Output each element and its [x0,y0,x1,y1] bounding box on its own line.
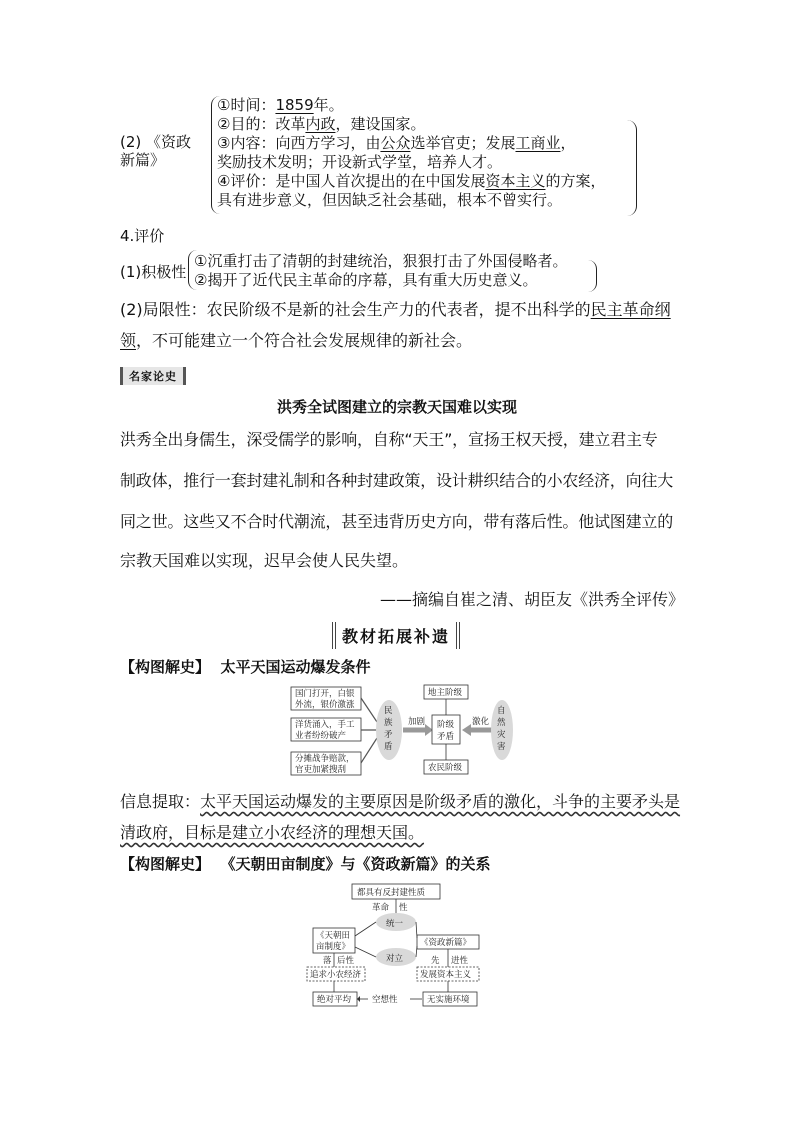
d1-el-c1: 民 [384,706,393,716]
d2-top-label: 都具有反封建性质 [357,888,426,898]
zizheng-content-line2: 奖励技术发明；开设新式学堂，培养人才。 [217,153,503,171]
diagram1 [285,682,515,782]
scholar-title: 洪秀全试图建立的宗教天国难以实现 [276,398,517,416]
d2-lower-lines [334,981,448,992]
limitation-line1: (2)局限性：农民阶级不是新的社会生产力的代表者，提不出科学的民主革命纲 [120,300,671,319]
d1-arrow-mid-label: 加剧 [408,717,426,727]
d2-utopia-arrow-left-head [357,996,360,1002]
d2-bottom-left-label: 绝对平均 [317,995,352,1005]
d2-unify-label: 统一 [386,919,404,929]
scholar-tag: 名家论史 [120,367,186,385]
diagram2 [300,880,500,1012]
zizheng-label-line1: (2) 《资政 [120,133,192,151]
d1-er-c3: 灾 [497,730,506,740]
d2-rev-1: 革命 [372,903,390,913]
positive-label: (1)积极性 [120,263,187,281]
d1-arrow-right-label: 激化 [472,717,490,727]
d1-er-c4: 害 [497,742,506,752]
d1-top-box-label: 地主阶级 [428,688,463,698]
positive-item-2: ②揭开了近代民主革命的序幕，具有重大历史意义。 [194,271,538,289]
d1-el-c2: 族 [384,718,393,728]
supplement-title: 教材拓展补遗 [332,622,460,649]
d2-advanced-2: 进性 [451,956,469,966]
d1-el-c3: 矛 [384,730,393,740]
d1-box-3-l1: 分摊战争赔款， [295,754,355,764]
diagram2-heading: 【构图解史】 《天朝田亩制度》与《资政新篇》的关系 [120,855,491,873]
d2-left-l1: 《天朝田 [316,931,351,941]
zizheng-label-line2: 新篇》 [120,151,166,169]
d2-right-goal-label: 发展资本主义 [420,970,472,980]
d2-left-goal-label: 追求小农经济 [310,970,362,980]
evaluation-heading: 4.评价 [120,227,165,245]
zizheng-right-brace [626,120,637,216]
d1-box-2-l1: 洋货涌入，手工 [295,720,355,730]
d1-er-c1: 自 [497,706,506,716]
d1-box-3-l2: 官吏加紧搜刮 [295,765,347,775]
zizheng-evaluation-line2: 具有进步意义，但因缺乏社会基础，根本不曾实行。 [217,191,563,209]
info-line2: 清政府，目标是建立小农经济的理想天国。 [120,823,425,842]
scholar-line-2: 制政体，推行一套封建礼制和各种封建政策，设计耕织结合的小农经济，向往大 [120,471,674,490]
zizheng-time: ①时间：1859年。 [217,96,344,114]
d2-left-l2: 亩制度》 [316,942,351,952]
zizheng-purpose: ②目的：改革内政，建设国家。 [217,115,426,133]
d1-connectors [361,698,377,763]
info-line1: 信息提取：太平天国运动爆发的主要原因是阶级矛盾的激化，斗争的主要矛头是 [120,792,681,811]
d2-advanced-1: 先 [431,956,440,966]
limitation-line2: 领，不可能建立一个符合社会发展规律的新社会。 [120,331,473,350]
d2-utopia-label: 空想性 [372,995,398,1005]
scholar-source: ——摘编自崔之清、胡臣友《洪秀全评传》 [380,590,685,609]
positive-item-1: ①沉重打击了清朝的封建统治，狠狠打击了外国侵略者。 [194,252,568,270]
d1-box-1-l2: 外流，银价激涨 [295,700,355,710]
zizheng-evaluation-line1: ④评价：是中国人首次提出的在中国发展资本主义的方案， [217,172,606,190]
positive-right-brace [588,260,597,292]
scholar-line-4: 宗教天国难以实现，迟早会使人民失望。 [120,551,409,570]
diagram1-heading: 【构图解史】 太平天国运动爆发条件 [120,658,371,676]
d1-er-c2: 然 [497,718,506,728]
scholar-line-3: 同之世。这些又不合时代潮流，甚至违背历史方向，带有落后性。他试图建立的 [120,512,674,531]
d2-rev-2: 性 [399,903,408,913]
d1-bottom-box-label: 农民阶级 [428,763,463,773]
d1-el-c4: 盾 [384,742,393,752]
zizheng-content-line1: ③内容：向西方学习，由公众选举官吏；发展工商业， [217,134,576,152]
d2-backward-2: 后性 [337,956,355,966]
d1-box-2-l2: 业者纷纷破产 [295,731,347,741]
d2-right-label: 《资政新篇》 [420,938,472,948]
d1-box-1-l1: 国门打开，白银 [295,689,355,699]
d1-center-l1: 阶级 [437,720,455,730]
scholar-line-1: 洪秀全出身儒生，深受儒学的影响，自称“天王”，宣扬王权天授，建立君主专 [120,430,658,449]
d2-backward-1: 落 [323,956,332,966]
d2-oppose-label: 对立 [386,954,404,964]
d1-arrow-right-head [462,724,471,736]
d2-bottom-right-label: 无实施环境 [427,995,470,1005]
d1-center-l2: 矛盾 [437,732,455,742]
